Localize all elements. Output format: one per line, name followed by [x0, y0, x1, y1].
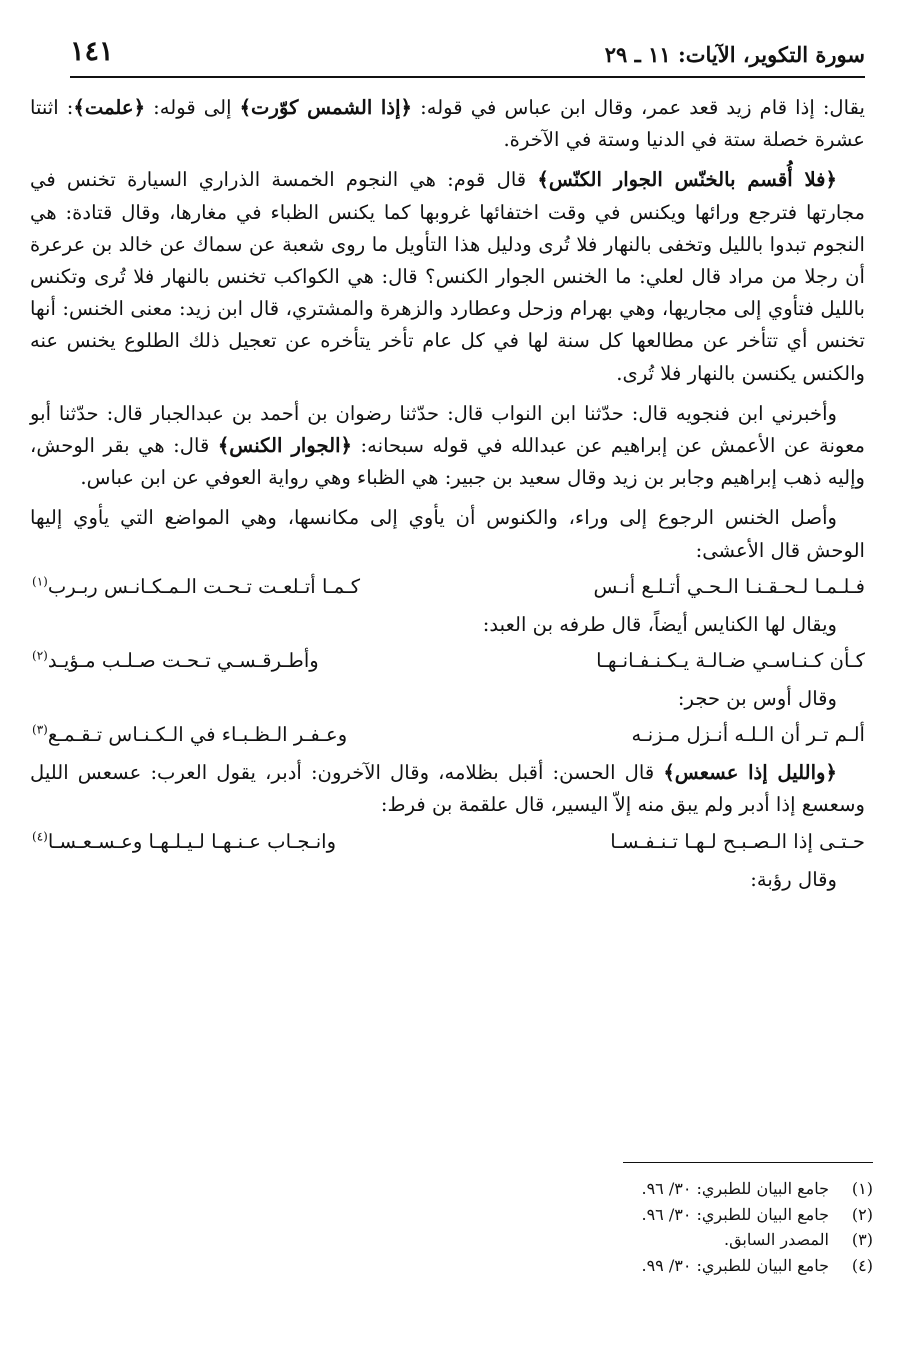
quran-quote: ﴿علمت﴾	[73, 96, 146, 119]
verse-hemistich-second	[30, 717, 347, 753]
header-rule	[70, 76, 865, 78]
footnote	[300, 1202, 873, 1228]
verse-hemistich-second	[30, 643, 319, 679]
footnote	[300, 1227, 873, 1253]
text-run: إلى قوله:	[145, 96, 240, 119]
footnote-ref: (٢)	[32, 648, 48, 663]
verse-hemistich-first: ألـم تـر أن الـلـه أنـزل مـزنـه	[631, 723, 865, 747]
text-run: قال: هي بقر الوحش، وإليه ذهب إبراهيم وجابر بن زيد وقال سعيد بن جبير: هي الظباء وهي رواية العوفي عن ابن عباس.	[30, 434, 865, 490]
poetry-verse-4	[30, 824, 865, 860]
footnote-number: (٣)	[851, 1230, 873, 1250]
quran-quote: ﴿والليل إذا عسعس﴾	[663, 761, 838, 785]
verse-hemistich-second	[30, 569, 360, 605]
page-number: ١٤١	[70, 36, 114, 67]
footnote	[300, 1176, 873, 1202]
paragraph-4: وأصل الخنس الرجوع إلى وراء، والكنوس أن يأوي إلى مكانسها، وهي المواضع التي يأوي إليها الوحش قال الأعشى:	[30, 506, 865, 562]
text-run: يقال: إذا قام زيد قعد عمر، وقال ابن عباس في قوله:	[412, 96, 866, 119]
footnote	[300, 1253, 873, 1279]
footnote-text: المصدر السابق.	[723, 1230, 829, 1250]
paragraph-7	[30, 757, 865, 821]
paragraph-2	[30, 164, 865, 389]
poetry-verse-1	[30, 569, 865, 605]
header-title: سورة التكوير، الآيات: ١١ ـ ٢٩	[604, 42, 865, 67]
footnote-number: (١)	[851, 1179, 873, 1198]
verse-hemistich-first: فـلـمـا لـحـقـنـا الـحـي أتـلـع أنـس	[593, 574, 865, 598]
text-run: وأخبرني ابن فنجويه قال: حدّثنا ابن النواب قال: حدّثنا رضوان بن أحمد بن عبدالجبار قال: حدّثنا أبو معونة عن الأعمش عن إبراهيم عن عبدالله في قوله سبحانه:	[30, 401, 865, 458]
footnote-number: (٢)	[851, 1204, 873, 1224]
footnote-number: (٤)	[851, 1256, 873, 1276]
footnote-ref: (٣)	[32, 722, 48, 737]
footnote-ref: (٤)	[32, 829, 48, 844]
quran-quote: ﴿فلا أُقسم بالخنّس الجوار الكنّس﴾	[537, 168, 837, 192]
footnote-text: جامع البيان للطبري: ٣٠/ ٩٦.	[641, 1204, 829, 1224]
paragraph-6: وقال أوس بن حجر:	[677, 687, 837, 711]
footnote-ref: (١)	[32, 574, 48, 589]
hemistich-text: وانـجـاب عـنـهـا لـيـلـهـا وعـسـعـسـا	[47, 829, 337, 853]
text-run: قال قوم: هي النجوم الخمسة الذراري السيارة تخنس في مجارتها فترجع ورائها ويكنس في وقت اختفائها غروبها كما يكنس الظباء في مغارها، وقال قتادة: هي النجوم تبدوا بالليل وتخفى بالنهار فلا تُرى ودليل هذا التأويل ما روى شعبة عن سماك عن خالد بن عرعرة أن رجلا من مراد قال لعلي: ما الخنس الجوار الكنس؟ قال: هي الكواكب تخنس بالنهار فلا تُرى وتكنس بالليل فتأوي إلى مجاريها، وهي بهرام وزحل وعطارد والزهرة والمشتري، قال ابن زيد: معنى الخنس: أنها تخنس أي تتأخر عن مطالعها كل سنة لها في كل عام تأخر يتأخره عن تعجيل ذلك الطلوع يخنس عنه والكنس يكنسن بالنهار فلا تُرى.	[30, 168, 865, 385]
poetry-verse-3	[30, 717, 865, 753]
text-run: قال الحسن: أقبل بظلامه، وقال الآخرون: أدبر، يقول العرب: عسعس الليل وسعسع إذا أدبر ولم يبق منه إلاّ اليسير، قال علقمة بن فرط:	[30, 761, 865, 817]
running-header	[70, 34, 865, 74]
verse-hemistich-second	[30, 824, 336, 860]
verse-hemistich-first: كـأن كـنـاسـي ضـالـة يـكـنـفـانـهـا	[596, 649, 865, 673]
hemistich-text: وعـفـر الـظـبـاء في الـكـنـاس تـقـمـع	[47, 723, 348, 747]
poetry-verse-2	[30, 643, 865, 679]
quran-quote: ﴿الجوار الكنس﴾	[217, 434, 353, 458]
footnote-text: جامع البيان للطبري: ٣٠/ ٩٦.	[641, 1179, 829, 1198]
footnote-rule	[623, 1162, 873, 1163]
footnotes	[300, 1176, 873, 1279]
paragraph-8: وقال رؤبة:	[750, 867, 837, 891]
paragraph-3	[30, 398, 865, 495]
text-run: : اثنتا عشرة خصلة ستة في الدنيا وستة في الآخرة.	[30, 96, 865, 152]
hemistich-text: وأطـرقـسـي تـحـت صـلـب مـؤيـد	[47, 649, 319, 673]
footnote-text: جامع البيان للطبري: ٣٠/ ٩٩.	[641, 1256, 829, 1276]
verse-hemistich-first: حـتـى إذا الـصـبـح لـهـا تـنـفـسـا	[610, 829, 865, 853]
paragraph-1	[30, 92, 865, 156]
hemistich-text: كـمـا أتـلعـت تـحـت الـمـكـانـس ربـرب	[47, 574, 361, 598]
paragraph-5: ويقال لها الكنايس أيضاً، قال طرفه بن العبد:	[482, 612, 837, 636]
quran-quote: ﴿إذا الشمس كوّرت﴾	[239, 96, 413, 119]
main-text	[30, 92, 865, 896]
